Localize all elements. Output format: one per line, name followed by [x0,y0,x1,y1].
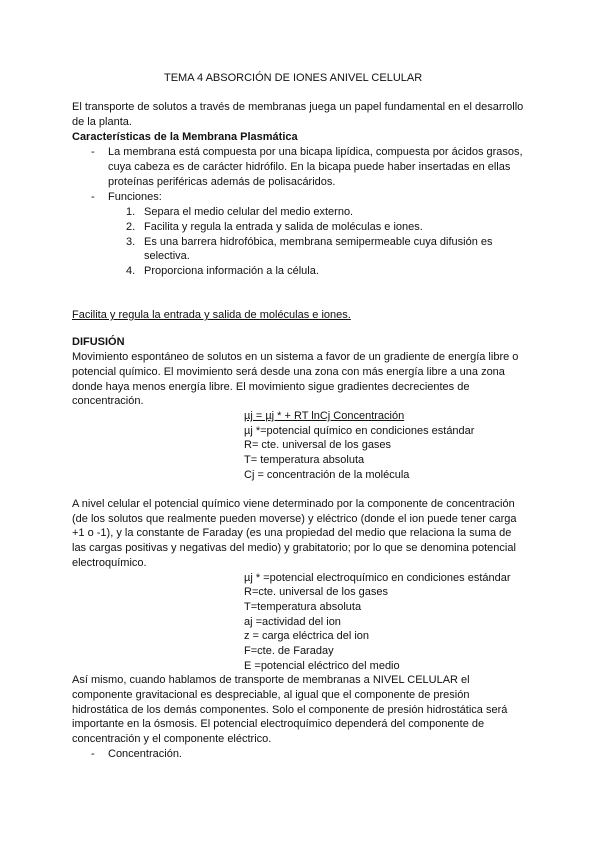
paragraph-line: importante en la ósmosis. El potencial electroquímico dependerá del componente de [72,718,485,730]
list-item: Es una barrera hidrofóbica, membrana semipermeable cuya difusión es [144,236,493,248]
paragraph-line: electroquímico. [72,557,147,569]
bullet-dash: - [91,191,95,203]
formula-def: µj *=potencial químico en condiciones estándar [244,425,475,437]
list-item: Separa el medio celular del medio externo. [144,206,354,218]
paragraph-line: +1 o -1), y la constante de Faraday (es una propiedad del medio que relaciona la suma de [72,527,512,539]
formula-def: R= cte. universal de los gases [244,439,392,451]
paragraph-line: potencial químico. El movimiento será desde una zona con más energía libre a una zona [72,366,505,378]
formula-def: aj =actividad del ion [244,616,341,628]
paragraph-line: Movimiento espontáneo de solutos en un sistema a favor de un gradiente de energía libre o [72,351,519,363]
formula-def: E =potencial eléctrico del medio [244,660,400,672]
formula-def: µj * =potencial electroquímico en condiciones estándar [244,572,511,584]
paragraph-line: hidrostática de los demás componentes. Solo el componente de presión hidrostática será [72,704,508,716]
intro-line: de la planta. [72,116,132,128]
paragraph-line: concentración y el componente eléctrico. [72,733,272,745]
paragraph-line: A nivel celular el potencial químico viene determinado por la componente de concentración [72,498,515,510]
bullet-line: La membrana está compuesta por una bicapa lipídica, compuesta por ácidos grasos, [108,146,523,158]
list-number: 2. [126,221,136,233]
section-heading: Características de la Membrana Plasmática [72,131,298,143]
list-number: 4. [126,265,136,277]
list-item: selectiva. [144,250,190,262]
bullet-dash: - [91,748,95,760]
formula: µj = µj * + RT lnCj Concentración [244,410,405,422]
formula-def: T=temperatura absoluta [244,601,362,613]
intro-line: El transporte de solutos a través de membranas juega un papel fundamental en el desarrollo [72,101,524,113]
list-number: 3. [126,236,136,248]
document-title: TEMA 4 ABSORCIÓN DE IONES ANIVEL CELULAR [164,72,423,84]
underlined-heading: Facilita y regula la entrada y salida de moléculas e iones. [72,309,351,321]
paragraph-line: (de los solutos que realmente pueden moverse) y eléctrico (donde el ion puede tener carga [72,513,517,525]
list-item: Proporciona información a la célula. [144,265,319,277]
paragraph-line: concentración. [72,395,144,407]
bullet-line: cuya cabeza es de carácter hidrófilo. En la bicapa puede haber insertadas en ellas [108,161,511,173]
bullet-line: proteínas periféricas además de polisacáridos. [108,176,336,188]
paragraph-line: las cargas positivas y negativas del medio) y grabitatorio; por lo que se denomina potencial [72,542,516,554]
paragraph-line: Así mismo, cuando hablamos de transporte de membranas a NIVEL CELULAR el [72,674,470,686]
bullet-line: Funciones: [108,191,162,203]
list-item: Facilita y regula la entrada y salida de moléculas e iones. [144,221,423,233]
formula-def: R=cte. universal de los gases [244,586,388,598]
paragraph-line: donde haya menos energía libre. El movimiento sigue gradientes decrecientes de [72,381,470,393]
formula-def: z = carga eléctrica del ion [244,630,370,642]
section-heading: DIFUSIÓN [72,336,125,348]
bullet-dash: - [91,146,95,158]
list-number: 1. [126,206,136,218]
bullet-line: Concentración. [108,748,182,760]
formula-def: F=cte. de Faraday [244,645,334,657]
formula-def: T= temperatura absoluta [244,454,365,466]
paragraph-line: componente gravitacional es despreciable, al igual que el componente de presión [72,689,470,701]
formula-def: Cj = concentración de la molécula [244,469,410,481]
